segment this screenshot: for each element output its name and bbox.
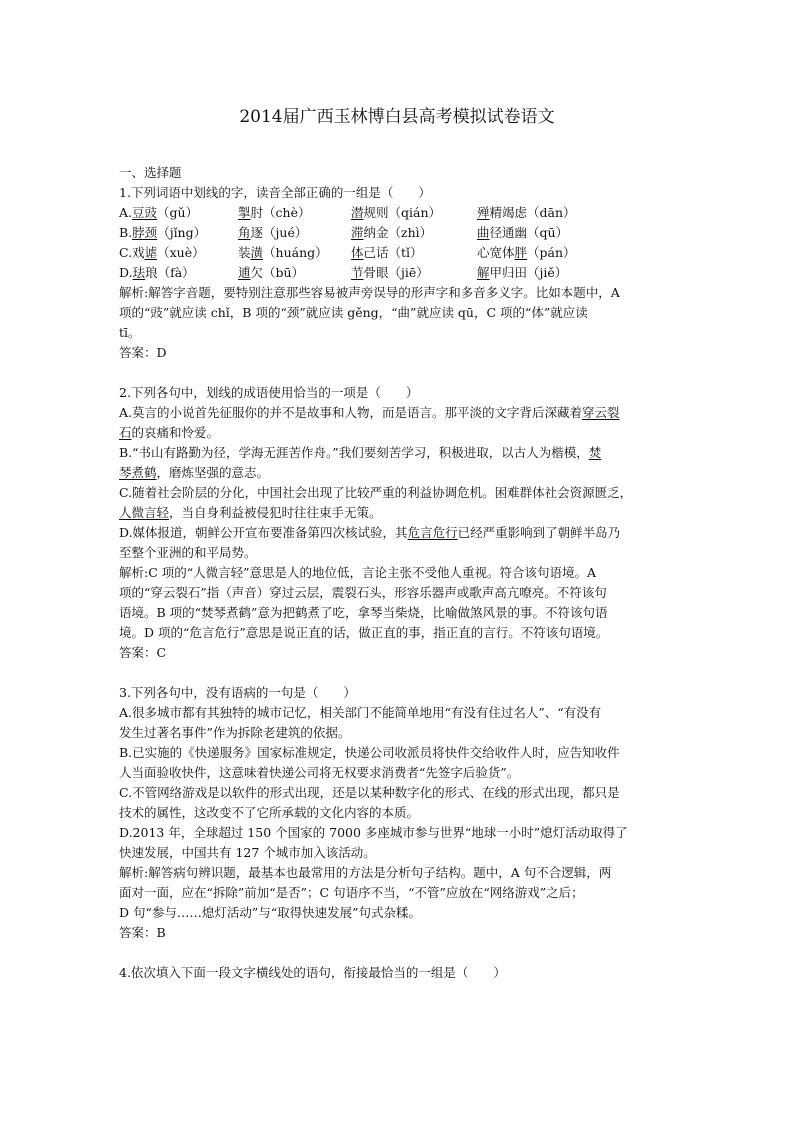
line-text: C.随着社会阶层的分化，中国社会出现了比较严重的利益协调危机。困难群体社会资源匮乏， (119, 485, 633, 500)
analysis-line: 境。D 项的“危言危行”意思是说正直的话，做正直的事，指正直的言行。不符该句语境。 (119, 625, 609, 640)
option-cell (119, 243, 238, 263)
option-cell (238, 223, 351, 243)
underlined-idiom: 石 (119, 425, 132, 440)
option-grid (119, 203, 687, 283)
option-cell (119, 263, 238, 283)
analysis-line: tī。 (119, 325, 141, 340)
spacer (119, 943, 687, 963)
underlined-char: 谑 (144, 245, 158, 260)
answer: 答案：C (119, 645, 167, 660)
underlined-char: 脖颈 (132, 225, 158, 240)
question-1 (119, 183, 687, 363)
analysis (119, 283, 687, 343)
option-cell (351, 243, 477, 263)
line-text: 已经严重影响到了朝鲜半岛乃 (457, 525, 621, 540)
pinyin-text: 甲归田（jiě） (489, 265, 568, 280)
option-line: 发生过著名事件”作为拆除老建筑的依据。 (119, 725, 351, 740)
section-heading: 一、选择题 (119, 165, 182, 180)
option-line: 人当面验收快件，这意味着快递公司将无权要求消费者“先签字后验货”。 (119, 765, 520, 780)
analysis (119, 863, 687, 923)
underlined-char: 潜 (351, 205, 364, 220)
option-row (119, 203, 687, 223)
options (119, 703, 687, 863)
option-text: C.戏 (119, 245, 145, 260)
pinyin-text: （huáng） (263, 245, 328, 260)
pinyin-text: （jǐng） (157, 225, 207, 240)
underlined-idiom: 穿云裂 (582, 405, 620, 420)
pinyin-text: 径通幽（qū） (489, 225, 569, 240)
underlined-char: 节 (351, 265, 364, 280)
option-line (119, 463, 687, 483)
underlined-char: 掣 (238, 205, 251, 220)
pinyin-text: 琅（fà） (145, 265, 195, 280)
line-text: B.“书山有路勤为径，学海无涯苦作舟。”我们要刻苦学习，积极进取，以古人为楷模， (119, 445, 589, 460)
option-cell (238, 203, 351, 223)
option-line (119, 403, 687, 423)
option-cell (351, 203, 477, 223)
line-text: 至整个亚洲的和平局势。 (119, 545, 257, 560)
question-stem: 1.下列词语中划线的字，读音全部正确的一组是（ ） (119, 185, 431, 200)
underlined-char: 潢 (250, 245, 264, 260)
analysis-line: 解析:C 项的“人微言轻”意思是人的地位低，言论主张不受他人重视。符合该句语境。A (119, 565, 597, 580)
analysis-line: 解析:解答字音题，要特别注意那些容易被声旁误导的形声字和多音多义字。比如本题中，A (119, 285, 620, 300)
line-text: 的哀痛和怜爱。 (131, 425, 220, 440)
spacer (119, 663, 687, 683)
pinyin-text: 逐（jué） (250, 225, 308, 240)
option-cell (477, 203, 677, 223)
analysis (119, 563, 687, 643)
underlined-char: 滞 (351, 225, 364, 240)
option-row (119, 223, 687, 243)
pinyin-text: 规则（qián） (363, 205, 442, 220)
option-line: D.2013 年，全球超过 150 个国家的 7000 多座城市参与世界“地球一小时”熄灯活动取得了 (119, 825, 628, 840)
question-stem: 2.下列各句中，划线的成语使用恰当的一项是（ ） (119, 385, 419, 400)
option-text: 装 (238, 245, 251, 260)
underlined-char: 角 (238, 225, 251, 240)
option-line (119, 503, 687, 523)
option-line: 技术的属性，这改变不了它所承载的文化内容的本质。 (119, 805, 420, 820)
option-text: 心宽体 (477, 245, 515, 260)
line-text: A.莫言的小说首先征服你的并不是故事和人物，而是语言。那平淡的文字背后深藏着 (119, 405, 583, 420)
line-text: ，磨炼坚强的意志。 (156, 465, 270, 480)
pinyin-text: 肘（chè） (250, 205, 311, 220)
pinyin-text: （gǔ） (157, 205, 199, 220)
option-line (119, 483, 687, 503)
analysis-line: 语境。B 项的“焚琴煮鹤”意为把鹤煮了吃，拿琴当柴烧，比喻做煞风景的事。不符该句语 (119, 605, 608, 620)
answer: 答案：D (119, 345, 167, 360)
pinyin-text: 欠（bū） (250, 265, 305, 280)
underlined-char: 解 (477, 265, 490, 280)
analysis-line: 解析:解答病句辨识题，最基本也最常用的方法是分析句子结构。题中，A 句不合逻辑，两 (119, 865, 612, 880)
analysis-line: 项的“穿云裂石”指（声音）穿过云层，震裂石头，形容乐器声或歌声高亢嘹亮。不符该句 (119, 585, 607, 600)
underlined-idiom: 琴煮鹤 (119, 465, 157, 480)
underlined-char: 胖 (514, 245, 528, 260)
question-stem: 4.依次填入下面一段文字横线处的语句，衔接最恰当的一组是（ ） (119, 965, 506, 980)
underlined-idiom: 危言危行 (407, 525, 458, 540)
option-line (119, 443, 687, 463)
option-cell (119, 203, 238, 223)
option-line (119, 543, 687, 563)
question-2 (119, 383, 687, 663)
pinyin-text: （xuè） (157, 245, 205, 260)
underlined-char: 曲 (477, 225, 490, 240)
pinyin-text: 纳金（zhì） (363, 225, 433, 240)
option-cell (351, 223, 477, 243)
option-row (119, 243, 687, 263)
option-line: B.已实施的《快递服务》国家标准规定，快递公司收派员将快件交给收件人时，应告知收件 (119, 745, 620, 760)
line-text: D.媒体报道，朝鲜公开宣布要准备第四次核试验，其 (119, 525, 408, 540)
option-line: 快速发展，中国共有 127 个城市加入该活动。 (119, 845, 376, 860)
underlined-char: 体 (351, 245, 364, 260)
option-line: C.不管网络游戏是以软件的形式出现，还是以某种数字化的形式、在线的形式出现，都只是 (119, 785, 620, 800)
option-cell (238, 243, 351, 263)
option-cell (477, 243, 677, 263)
option-cell (119, 223, 238, 243)
underlined-char: 殚 (477, 205, 490, 220)
document-title: 2014届广西玉林博白县高考模拟试卷语文 (239, 107, 555, 127)
question-3 (119, 683, 687, 943)
pinyin-text: 精竭虑（dān） (489, 205, 576, 220)
option-cell (351, 263, 477, 283)
option-cell (477, 263, 677, 283)
question-4 (119, 963, 687, 983)
underlined-char: 珐 (132, 265, 146, 280)
option-cell (477, 223, 677, 243)
option-cell (238, 263, 351, 283)
option-row (119, 263, 687, 283)
option-line: A.很多城市都有其独特的城市记忆，相关部门不能简单地用“有没有住过名人”、“有没有 (119, 705, 602, 720)
analysis-line: 面对一面，应在“拆除”前加“是否”；C 句语序不当，“不管”应放在“网络游戏”之后； (119, 885, 584, 900)
options (119, 403, 687, 563)
option-text: A. (119, 205, 133, 220)
pinyin-text: 骨眼（jiē） (363, 265, 429, 280)
question-stem: 3.下列各句中，没有语病的一句是（ ） (119, 685, 356, 700)
underlined-char: 逋 (238, 265, 251, 280)
pinyin-text: （pán） (527, 245, 576, 260)
option-line (119, 423, 687, 443)
answer: 答案：B (119, 925, 166, 940)
pinyin-text: 己话（tǐ） (363, 245, 423, 260)
option-text: B. (119, 225, 133, 240)
spacer (119, 363, 687, 383)
document-body (119, 163, 687, 983)
underlined-idiom: 人微言轻 (119, 505, 170, 520)
option-text: D. (119, 265, 133, 280)
analysis-line: 项的“豉”就应读 chǐ，B 项的“颈”就应读 gěng，“曲”就应读 qū，C 项的“体”就应读 (119, 305, 588, 320)
option-line (119, 523, 687, 543)
analysis-line: D 句“参与……熄灯活动”与“取得快速发展”句式杂糅。 (119, 905, 422, 920)
underlined-idiom: 焚 (588, 445, 602, 460)
line-text: ，当自身利益被侵犯时往往束手无策。 (169, 505, 382, 520)
underlined-char: 豆豉 (132, 205, 158, 220)
